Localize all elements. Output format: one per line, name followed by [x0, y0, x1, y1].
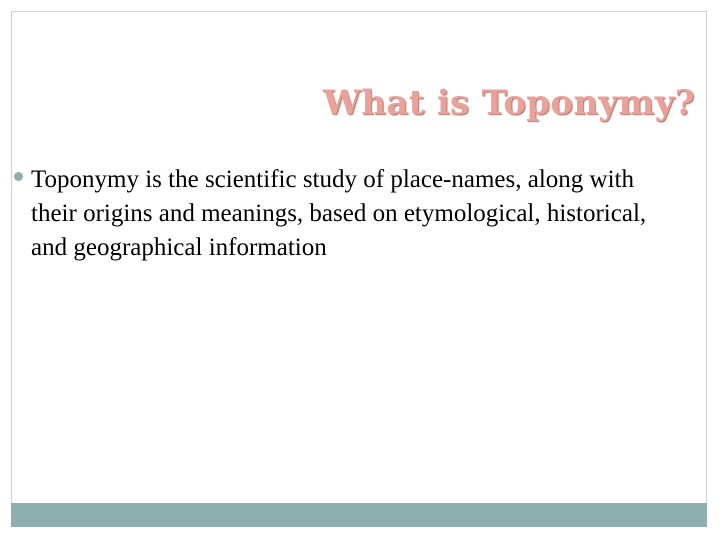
footer-bar [11, 503, 707, 527]
slide-title: What is Toponymy? [322, 83, 695, 123]
bullet-icon [14, 172, 23, 181]
slide-content [14, 163, 654, 265]
bullet-text: Toponymy is the scientific study of place-names, along with their origins and meanings, based on etymological, historical, and geographical information [31, 166, 647, 261]
bullet-item [14, 163, 654, 265]
